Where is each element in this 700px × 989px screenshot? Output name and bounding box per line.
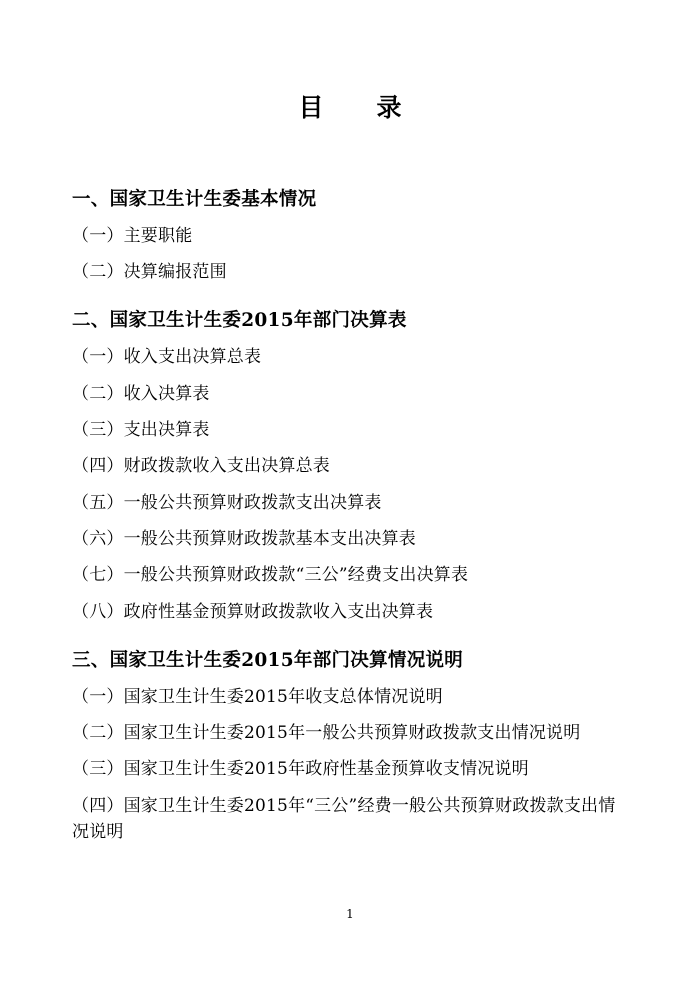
toc-item: （一）主要职能 <box>72 225 193 246</box>
toc-item: （一）国家卫生计生委2015年收支总体情况说明 <box>72 686 443 707</box>
toc-item: （二）收入决算表 <box>72 383 210 404</box>
page-title: 目 录 <box>298 93 416 122</box>
toc-heading: 三、国家卫生计生委2015年部门决算情况说明 <box>72 649 464 671</box>
toc-item: （四）国家卫生计生委2015年“三公”经费一般公共预算财政拨款支出情况说明 <box>72 795 616 843</box>
page-number: 1 <box>346 907 354 921</box>
toc-item: （三）国家卫生计生委2015年政府性基金预算收支情况说明 <box>72 759 529 780</box>
toc-item: （四）财政拨款收入支出决算总表 <box>72 456 330 477</box>
toc-item: （八）政府性基金预算财政拨款收入支出决算表 <box>72 601 434 622</box>
table-of-contents <box>72 186 628 845</box>
toc-item: （三）支出决算表 <box>72 419 210 440</box>
toc-heading: 一、国家卫生计生委基本情况 <box>72 189 317 210</box>
toc-item: （六）一般公共预算财政拨款基本支出决算表 <box>72 528 416 549</box>
toc-item: （二）决算编报范围 <box>72 262 227 283</box>
toc-heading: 二、国家卫生计生委2015年部门决算表 <box>72 310 407 332</box>
toc-item: （七）一般公共预算财政拨款“三公”经费支出决算表 <box>72 565 469 586</box>
toc-item: （五）一般公共预算财政拨款支出决算表 <box>72 492 382 513</box>
toc-item: （一）收入支出决算总表 <box>72 347 262 368</box>
toc-item: （二）国家卫生计生委2015年一般公共预算财政拨款支出情况说明 <box>72 723 581 744</box>
